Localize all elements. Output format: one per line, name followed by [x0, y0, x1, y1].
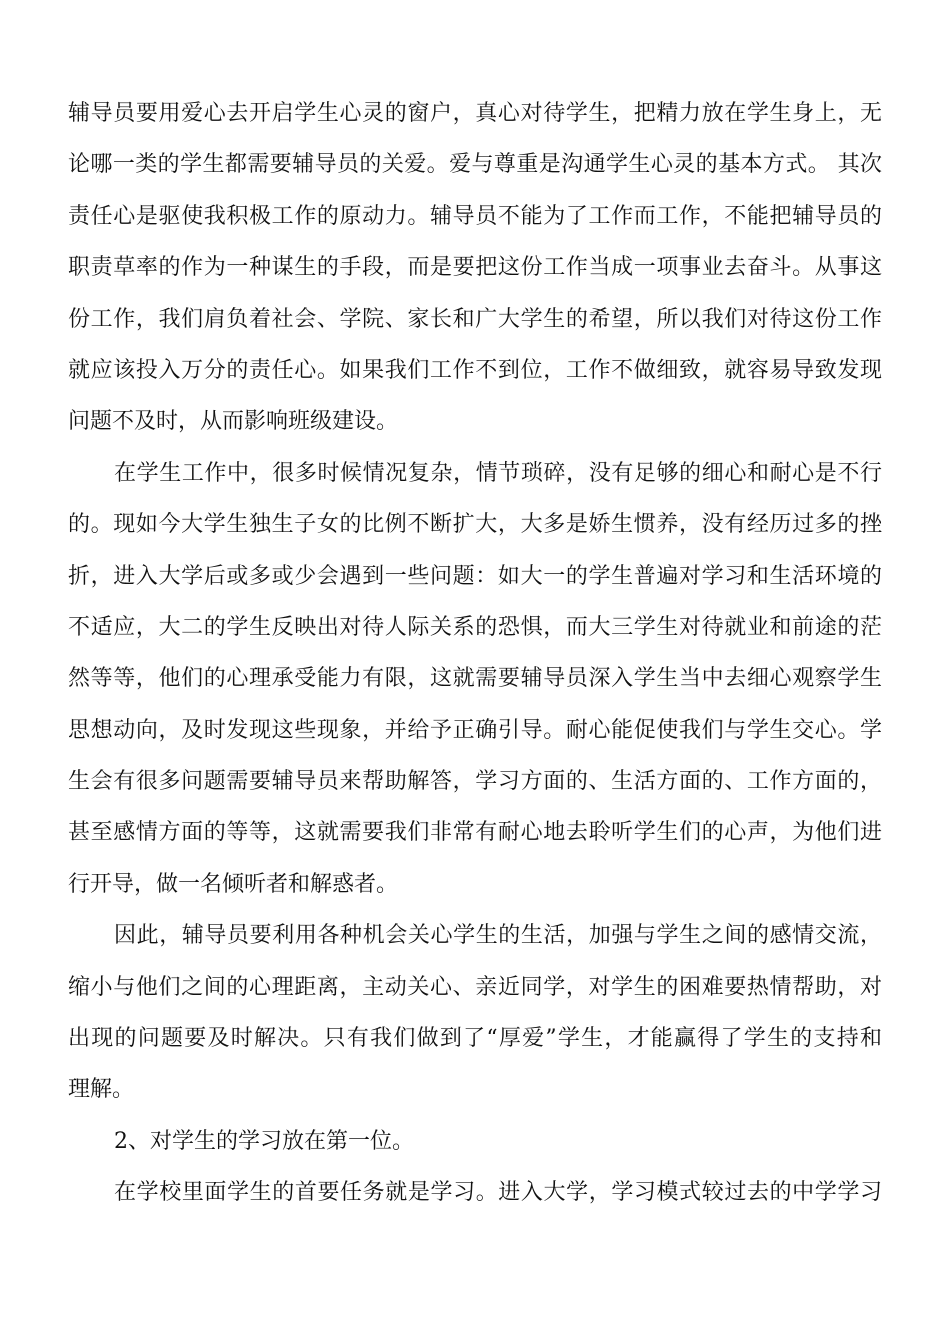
- text-line: 思想动向，及时发现这些现象，并给予正确引导。耐心能促使我们与学生交心。学: [68, 717, 882, 743]
- text-line: 辅导员要用爱心去开启学生心灵的窗户，真心对待学生，把精力放在学生身上，无: [68, 101, 882, 126]
- text-line: 就应该投入万分的责任心。如果我们工作不到位，工作不做细致，就容易导致发现: [68, 357, 882, 383]
- document-body: [68, 88, 882, 1219]
- paragraph-first-line: 因此，辅导员要利用各种机会关心学生的生活，加强与学生之间的感情交流，: [114, 923, 882, 949]
- text-line: 职责草率的作为一种谋生的手段，而是要把这份工作当成一项事业去奋斗。从事这: [68, 255, 882, 281]
- text-line: 甚至感情方面的等等，这就需要我们非常有耐心地去聆听学生们的心声，为他们进: [68, 820, 882, 846]
- text-line: 出现的问题要及时解决。只有我们做到了“厚爱”学生，才能赢得了学生的支持和: [68, 1026, 882, 1052]
- text-line: 份工作，我们肩负着社会、学院、家长和广大学生的希望，所以我们对待这份工作: [68, 306, 882, 332]
- paragraph-first-line: 在学校里面学生的首要任务就是学习。进入大学，学习模式较过去的中学学习: [114, 1180, 882, 1206]
- text-line: 理解。: [68, 1077, 135, 1103]
- text-line: 行开导，做一名倾听者和解惑者。: [68, 871, 399, 897]
- text-line: 问题不及时，从而影响班级建设。: [68, 409, 399, 435]
- text-line: 缩小与他们之间的心理距离，主动关心、亲近同学，对学生的困难要热情帮助，对: [68, 974, 882, 1000]
- text-line: 不适应，大二的学生反映出对待人际关系的恐惧，而大三学生对待就业和前途的茫: [68, 614, 882, 640]
- text-line: 论哪一类的学生都需要辅导员的关爱。爱与尊重是沟通学生心灵的基本方式。 其次: [68, 152, 882, 178]
- text-line: 责任心是驱使我积极工作的原动力。辅导员不能为了工作而工作，不能把辅导员的: [68, 203, 882, 229]
- text-line: 生会有很多问题需要辅导员来帮助解答，学习方面的、生活方面的、工作方面的，: [68, 769, 882, 795]
- text-line: 然等等，他们的心理承受能力有限，这就需要辅导员深入学生当中去细心观察学生: [68, 666, 882, 692]
- text-line: 折，进入大学后或多或少会遇到一些问题：如大一的学生普遍对学习和生活环境的: [68, 563, 882, 589]
- text-line: 的。现如今大学生独生子女的比例不断扩大，大多是娇生惯养，没有经历过多的挫: [68, 512, 882, 538]
- paragraph-first-line: 在学生工作中，很多时候情况复杂，情节琐碎，没有足够的细心和耐心是不行: [114, 460, 882, 486]
- section-heading: 2、对学生的学习放在第一位。: [114, 1128, 414, 1154]
